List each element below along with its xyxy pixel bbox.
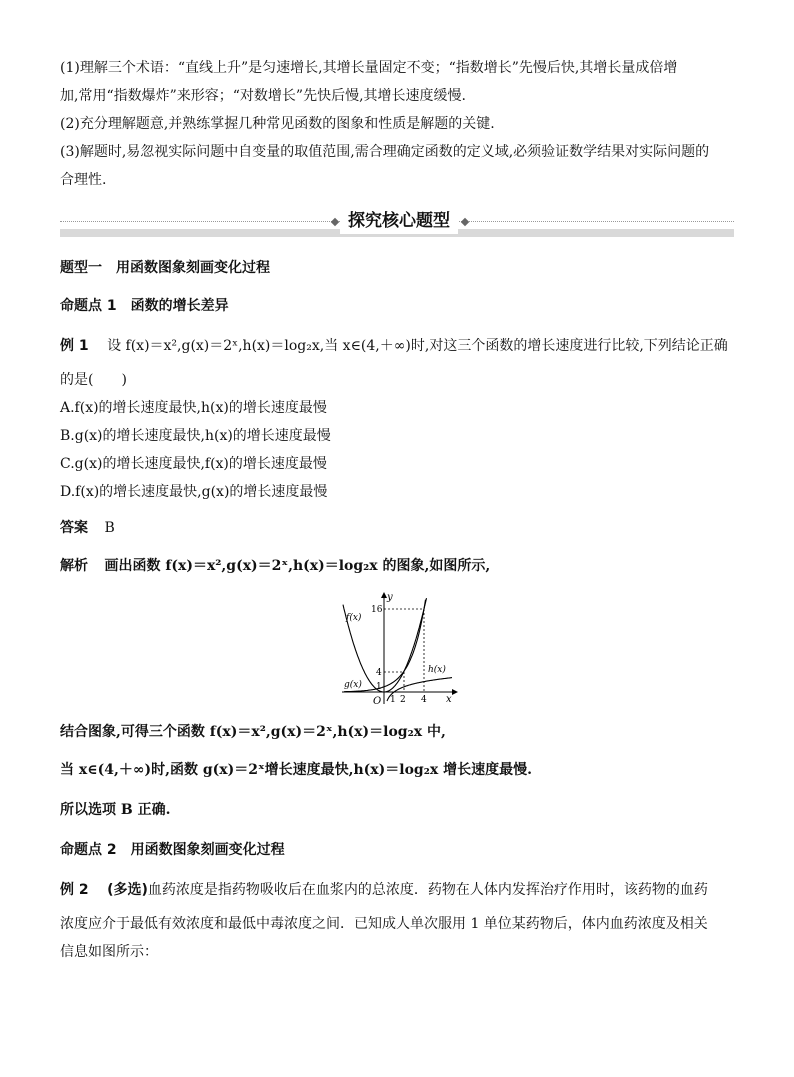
analysis-text: 画出函数 f(x)＝x²,g(x)＝2ˣ,h(x)＝log₂x 的图象,如图所示, <box>104 558 491 574</box>
tick-x2: 2 <box>400 695 406 705</box>
example1-stem <box>60 336 728 356</box>
conclusion-2: 当 x∈(4,＋∞)时,函数 g(x)＝2ˣ增长速度最快,h(x)＝log₂x 增长速度最慢. <box>60 762 532 778</box>
example1-stem-cont: 的是( ) <box>60 372 127 388</box>
intro-paragraph-3b: 合理性. <box>60 172 107 188</box>
label-h: h(x) <box>428 665 446 675</box>
example2-line2: 浓度应介于最低有效浓度和最低中毒浓度之间．已知成人单次服用 1 单位某药物后，体内血药浓度及相关 <box>60 916 708 932</box>
diamond-left-icon <box>331 218 339 226</box>
intro-paragraph-2: (2)充分理解题意,并熟练掌握几种常见函数的图象和性质是解题的关键. <box>60 116 495 132</box>
y-axis-label: y <box>387 592 393 603</box>
example2-tag: (多选) <box>107 882 148 898</box>
analysis-label: 解析 <box>60 558 88 574</box>
type-heading: 题型一 用函数图象刻画变化过程 <box>60 260 270 276</box>
example1-label: 例 1 <box>60 338 89 354</box>
x-axis-label: x <box>446 694 452 705</box>
option-c: C.g(x)的增长速度最快,f(x)的增长速度最慢 <box>60 456 327 472</box>
origin-label: O <box>373 696 382 707</box>
analysis-row <box>60 556 490 576</box>
section-title: 探究核心题型 <box>340 208 458 234</box>
function-graph <box>340 592 460 708</box>
answer-label: 答案 <box>60 520 88 536</box>
option-d: D.f(x)的增长速度最快,g(x)的增长速度最慢 <box>60 484 328 500</box>
conclusion-3: 所以选项 B 正确. <box>60 802 171 818</box>
example2-line3: 信息如图所示： <box>60 944 158 960</box>
answer-value: B <box>104 520 115 536</box>
tick-x1: 1 <box>390 695 396 705</box>
label-g: g(x) <box>344 680 362 690</box>
tick-y16: 16 <box>371 605 383 615</box>
point1-heading: 命题点 1 函数的增长差异 <box>60 298 229 314</box>
answer-row <box>60 518 115 538</box>
diamond-right-icon <box>461 218 469 226</box>
tick-y1: 1 <box>376 682 382 692</box>
example2-line1-text: 血药浓度是指药物吸收后在血浆内的总浓度．药物在人体内发挥治疗作用时，该药物的血药 <box>147 882 708 898</box>
x-axis-arrow-icon <box>452 689 458 695</box>
conclusion-1: 结合图象,可得三个函数 f(x)＝x²,g(x)＝2ˣ,h(x)＝log₂x 中, <box>60 724 446 740</box>
point2-heading: 命题点 2 用函数图象刻画变化过程 <box>60 842 285 858</box>
tick-y4: 4 <box>376 668 382 678</box>
option-b: B.g(x)的增长速度最快,h(x)的增长速度最慢 <box>60 428 331 444</box>
intro-paragraph-1a: (1)理解三个术语：“直线上升”是匀速增长,其增长量固定不变；“指数增长”先慢后快,其增长量成倍增 <box>60 60 678 76</box>
tick-x4: 4 <box>421 695 427 705</box>
curve-h <box>387 678 452 701</box>
option-a: A.f(x)的增长速度最快,h(x)的增长速度最慢 <box>60 400 327 416</box>
label-f: f(x) <box>346 613 362 623</box>
example1-stem-text: 设 f(x)＝x²,g(x)＝2ˣ,h(x)＝log₂x,当 x∈(4,＋∞)时,对这三个函数的增长速度进行比较,下列结论正确 <box>107 338 728 354</box>
intro-paragraph-3a: (3)解题时,易忽视实际问题中自变量的取值范围,需合理确定函数的定义域,必须验证数学结果对实际问题的 <box>60 144 710 160</box>
section-header <box>60 208 734 238</box>
intro-paragraph-1b: 加,常用“指数爆炸”来形容；“对数增长”先快后慢,其增长速度缓慢. <box>60 88 466 104</box>
example2-label: 例 2 <box>60 882 89 898</box>
example2-line1 <box>60 880 708 900</box>
